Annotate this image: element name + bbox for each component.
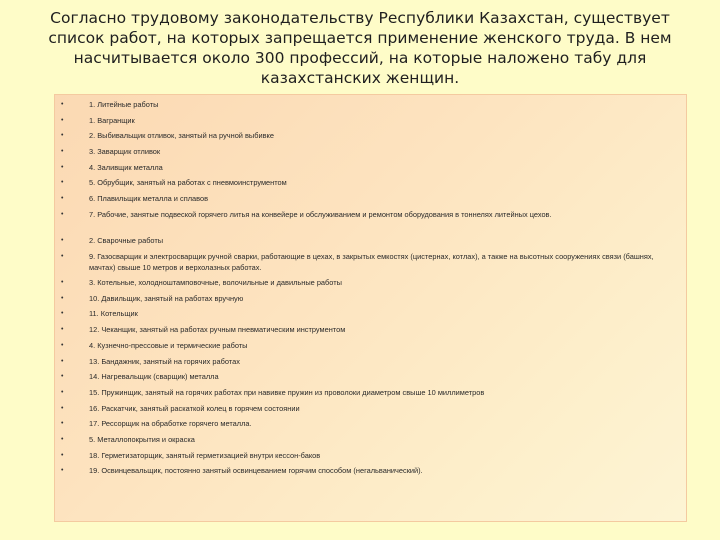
list-item <box>55 100 686 116</box>
bullet-icon: • <box>61 148 64 156</box>
list-item <box>55 252 686 278</box>
slide-title: Согласно трудовому законодательству Республики Казахстан, существует список работ, на которых запрещается применение женского труда. В нем насчитывается около 300 профессий, на которые наложено табу для казахстанских женщин. <box>48 9 672 87</box>
list-item-text: 5. Металлопокрытия и окраска <box>89 434 195 444</box>
list-item <box>55 178 686 194</box>
list-item-text: 1. Литейные работы <box>89 100 159 109</box>
list-item <box>55 236 686 252</box>
content-panel <box>54 94 687 522</box>
bullet-icon: • <box>61 341 64 349</box>
list-item <box>55 388 686 404</box>
list-item <box>55 435 686 451</box>
list-item-text: 19. Освинцевальщик, постоянно занятый освинцеванием горячим способом (негальванический). <box>89 466 423 476</box>
bullet-icon: • <box>61 435 64 443</box>
list-item-text: 6. Плавильщик металла и сплавов <box>89 194 208 204</box>
list-item <box>55 341 686 357</box>
list-item-text: 17. Рессорщик на обработке горячего металла. <box>89 419 252 429</box>
list-item-text: 1. Вагранщик <box>89 115 135 125</box>
list-item-text: 15. Пружинщик, занятый на горячих работах при навивке пружин из проволоки диаметром свыше 10 миллиметров <box>89 387 485 397</box>
list-item <box>55 147 686 163</box>
list-item-text: 13. Бандажник, занятый на горячих работах <box>89 356 240 366</box>
bullet-icon: • <box>61 404 64 412</box>
list-item <box>55 325 686 341</box>
list-item <box>55 163 686 179</box>
list-item-text: 18. Герметизаторщик, занятый герметизацией внутри кессон-баков <box>89 450 321 460</box>
list-item-text: 14. Нагревальщик (сварщик) металла <box>89 372 219 382</box>
list-item-text: 2. Сварочные работы <box>89 236 164 246</box>
list-item <box>55 294 686 310</box>
list-item-text: 10. Давильщик, занятый на работах вручную <box>89 293 244 303</box>
list-item-text: 11. Котельщик <box>89 309 138 319</box>
prohibited-jobs-list <box>55 100 686 482</box>
list-item-text: 4. Кузнечно-прессовые и термические работы <box>89 340 248 350</box>
bullet-icon: • <box>61 132 64 140</box>
list-item-text: 2. Выбивальщик отливок, занятый на ручной выбивке <box>89 131 274 141</box>
list-item-text: 9. Газосварщик и электросварщик ручной сварки, работающие в цехах, в закрытых емкостях (цистернах, котлах), а также на высотных сооружениях связи (башнях, мачтах) свыше 10 метров и верхолазных работах. <box>89 251 654 272</box>
bullet-icon: • <box>61 279 64 287</box>
bullet-icon: • <box>61 163 64 171</box>
list-item <box>55 131 686 147</box>
list-item <box>55 278 686 294</box>
list-item-text: 7. Рабочие, занятые подвеской горячего литья на конвейере и обслуживанием и ремонтом оборудования в тоннелях литейных цехов. <box>89 209 552 219</box>
bullet-icon: • <box>61 420 64 428</box>
bullet-icon: • <box>61 252 64 260</box>
bullet-icon: • <box>61 467 64 475</box>
bullet-icon: • <box>61 310 64 318</box>
list-item <box>55 404 686 420</box>
list-item <box>55 451 686 467</box>
bullet-icon: • <box>61 101 64 108</box>
list-item <box>55 466 686 482</box>
list-item-text: 16. Раскатчик, занятый раскаткой колец в горячем состоянии <box>89 403 300 413</box>
bullet-icon: • <box>61 116 64 124</box>
list-item-text: 3. Заварщик отливок <box>89 147 161 157</box>
list-item-text: 4. Заливщик металла <box>89 162 163 172</box>
list-item <box>55 210 686 236</box>
list-item-text: 12. Чеканщик, занятый на работах ручным пневматическим инструментом <box>89 325 346 335</box>
list-item-text: 5. Обрубщик, занятый на работах с пневмоинструментом <box>89 178 287 188</box>
bullet-icon: • <box>61 294 64 302</box>
bullet-icon: • <box>61 357 64 365</box>
list-item <box>55 194 686 210</box>
list-item <box>55 357 686 373</box>
bullet-icon: • <box>61 237 64 245</box>
bullet-icon: • <box>61 179 64 187</box>
list-item <box>55 309 686 325</box>
list-item <box>55 419 686 435</box>
bullet-icon: • <box>61 210 64 218</box>
list-item <box>55 372 686 388</box>
list-item <box>55 116 686 132</box>
list-item-text: 3. Котельные, холодноштамповочные, волочильные и давильные работы <box>89 278 342 288</box>
bullet-icon: • <box>61 326 64 334</box>
bullet-icon: • <box>61 451 64 459</box>
bullet-icon: • <box>61 373 64 381</box>
bullet-icon: • <box>61 195 64 203</box>
bullet-icon: • <box>61 388 64 396</box>
